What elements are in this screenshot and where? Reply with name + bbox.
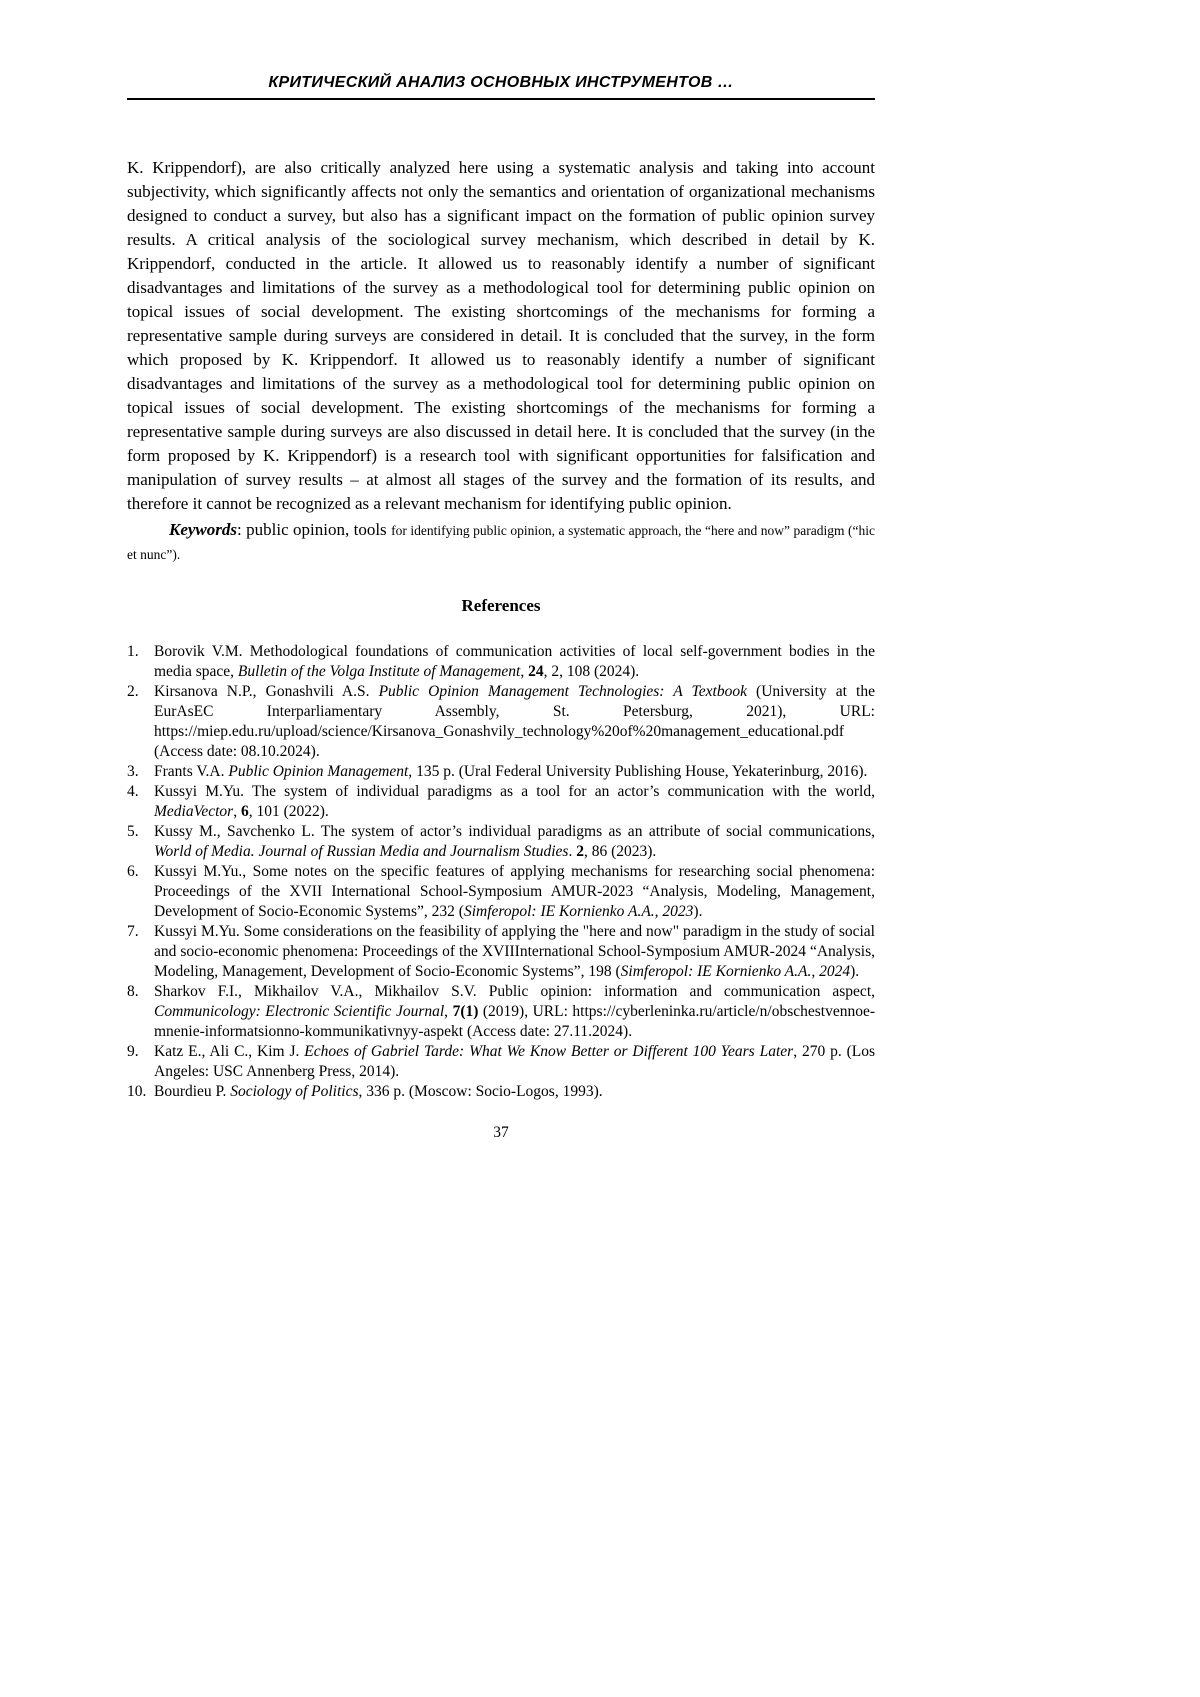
abstract-paragraph: K. Krippendorf), are also critically analyzed here using a systematic analysis and taking into account subjectivity, which significantly affects not only the semantics and orientation of organizational mechanisms designed to conduct a survey, but also has a significant impact on the formation of public opinion survey results. A critical analysis of the sociological survey mechanism, which described in detail by K. Krippendorf, conducted in the article. It allowed us to reasonably identify a number of significant disadvantages and limitations of the survey as a methodological tool for determining public opinion on topical issues of social development. The existing shortcomings of the mechanisms for forming a representative sample during surveys are considered in detail. It is concluded that the survey, in the form which proposed by K. Krippendorf. It allowed us to reasonably identify a number of significant disadvantages and limitations of the survey as a methodological tool for determining public opinion on topical issues of social development. The existing shortcomings of the mechanisms for forming a representative sample during surveys are also discussed in detail here. It is concluded that the survey (in the form proposed by K. Krippendorf) is a research tool with significant opportunities for falsification and manipulation of survey results – at almost all stages of the survey and the formation of its results, and therefore it cannot be recognized as a relevant mechanism for identifying public opinion. xyxy=(127,158,875,513)
reference-text: Borovik V.M. Methodological foundations of communication activities of local self-government bodies in the media space, Bulletin of the Volga Institute of Management, 24, 2, 108 (2024). xyxy=(154,643,875,680)
keywords-label: Keywords xyxy=(169,520,237,539)
reference-text: Kirsanova N.P., Gonashvili A.S. Public Opinion Management Technologies: A Textbook (University at the EurAsEC Interparliamentary Assembly, St. Petersburg, 2021), URL: https://miep.edu.ru/upload/science/Kirsanova_Gonashvily_technology%20of%20management_educational.pdf (Access date: 08.10.2024). xyxy=(154,683,875,760)
reference-text: Bourdieu P. Sociology of Politics, 336 p. (Moscow: Socio-Logos, 1993). xyxy=(154,1083,603,1100)
reference-item xyxy=(127,642,875,682)
reference-number: 8. xyxy=(127,983,139,1000)
reference-item xyxy=(127,922,875,982)
reference-item xyxy=(127,822,875,862)
reference-item xyxy=(127,762,875,782)
reference-number: 2. xyxy=(127,683,139,700)
running-title: КРИТИЧЕСКИЙ АНАЛИЗ ОСНОВНЫХ ИНСТРУМЕНТОВ … xyxy=(268,74,734,91)
reference-item xyxy=(127,982,875,1042)
references-heading: References xyxy=(461,596,541,615)
page-number: 37 xyxy=(493,1124,509,1141)
reference-item xyxy=(127,862,875,922)
reference-text: Frants V.A. Public Opinion Management, 135 p. (Ural Federal University Publishing House, Yekaterinburg, 2016). xyxy=(154,763,868,780)
reference-number: 9. xyxy=(127,1043,139,1060)
reference-text: Kussyi M.Yu. Some considerations on the feasibility of applying the "here and now" paradigm in the study of social and socio-economic phenomena: Proceedings of the XVIIInternational School-Symposium AMUR-2024 “Analysis, Modeling, Management, Development of Socio-Economic Systems”, 198 (Simferopol: IE Kornienko A.A., 2024). xyxy=(154,923,875,980)
references-list xyxy=(127,642,875,1102)
reference-item xyxy=(127,1082,875,1102)
reference-text: Kussy M., Savchenko L. The system of actor’s individual paradigms as an attribute of social communications, World of Media. Journal of Russian Media and Journalism Studies. 2, 86 (2023). xyxy=(154,823,875,860)
reference-text: Kussyi M.Yu., Some notes on the specific features of applying mechanisms for researching social phenomena: Proceedings of the XVII International School-Symposium AMUR-2023 “Analysis, Modeling, Management, Development of Socio-Economic Systems”, 232 (Simferopol: IE Kornienko A.A., 2023). xyxy=(154,863,875,920)
reference-item xyxy=(127,782,875,822)
reference-number: 3. xyxy=(127,763,139,780)
keywords-lead: : public opinion, tools xyxy=(237,520,392,539)
reference-item xyxy=(127,682,875,762)
reference-text: Kussyi M.Yu. The system of individual paradigms as a tool for an actor’s communication with the world, MediaVector, 6, 101 (2022). xyxy=(154,783,875,820)
keywords-paragraph xyxy=(127,518,875,566)
keywords-rest: for identifying public opinion, a systematic approach, the “here and now” paradigm (“hic et nunc”). xyxy=(127,523,875,562)
reference-number: 10. xyxy=(127,1083,147,1100)
reference-number: 5. xyxy=(127,823,139,840)
reference-number: 1. xyxy=(127,643,139,660)
running-header xyxy=(127,0,875,100)
reference-number: 6. xyxy=(127,863,139,880)
page-content xyxy=(127,0,875,1142)
reference-number: 7. xyxy=(127,923,139,940)
reference-number: 4. xyxy=(127,783,139,800)
reference-item xyxy=(127,1042,875,1082)
reference-text: Katz E., Ali C., Kim J. Echoes of Gabriel Tarde: What We Know Better or Different 100 Years Later, 270 p. (Los Angeles: USC Annenberg Press, 2014). xyxy=(154,1043,876,1080)
reference-text: Sharkov F.I., Mikhailov V.A., Mikhailov S.V. Public opinion: information and communication aspect, Communicology: Electronic Scientific Journal, 7(1) (2019), URL: https://cyberleninka.ru/article/n/obschestvennoe-mnenie-informatsionno-kommunikativnyy-aspekt (Access date: 27.11.2024). xyxy=(154,983,876,1040)
